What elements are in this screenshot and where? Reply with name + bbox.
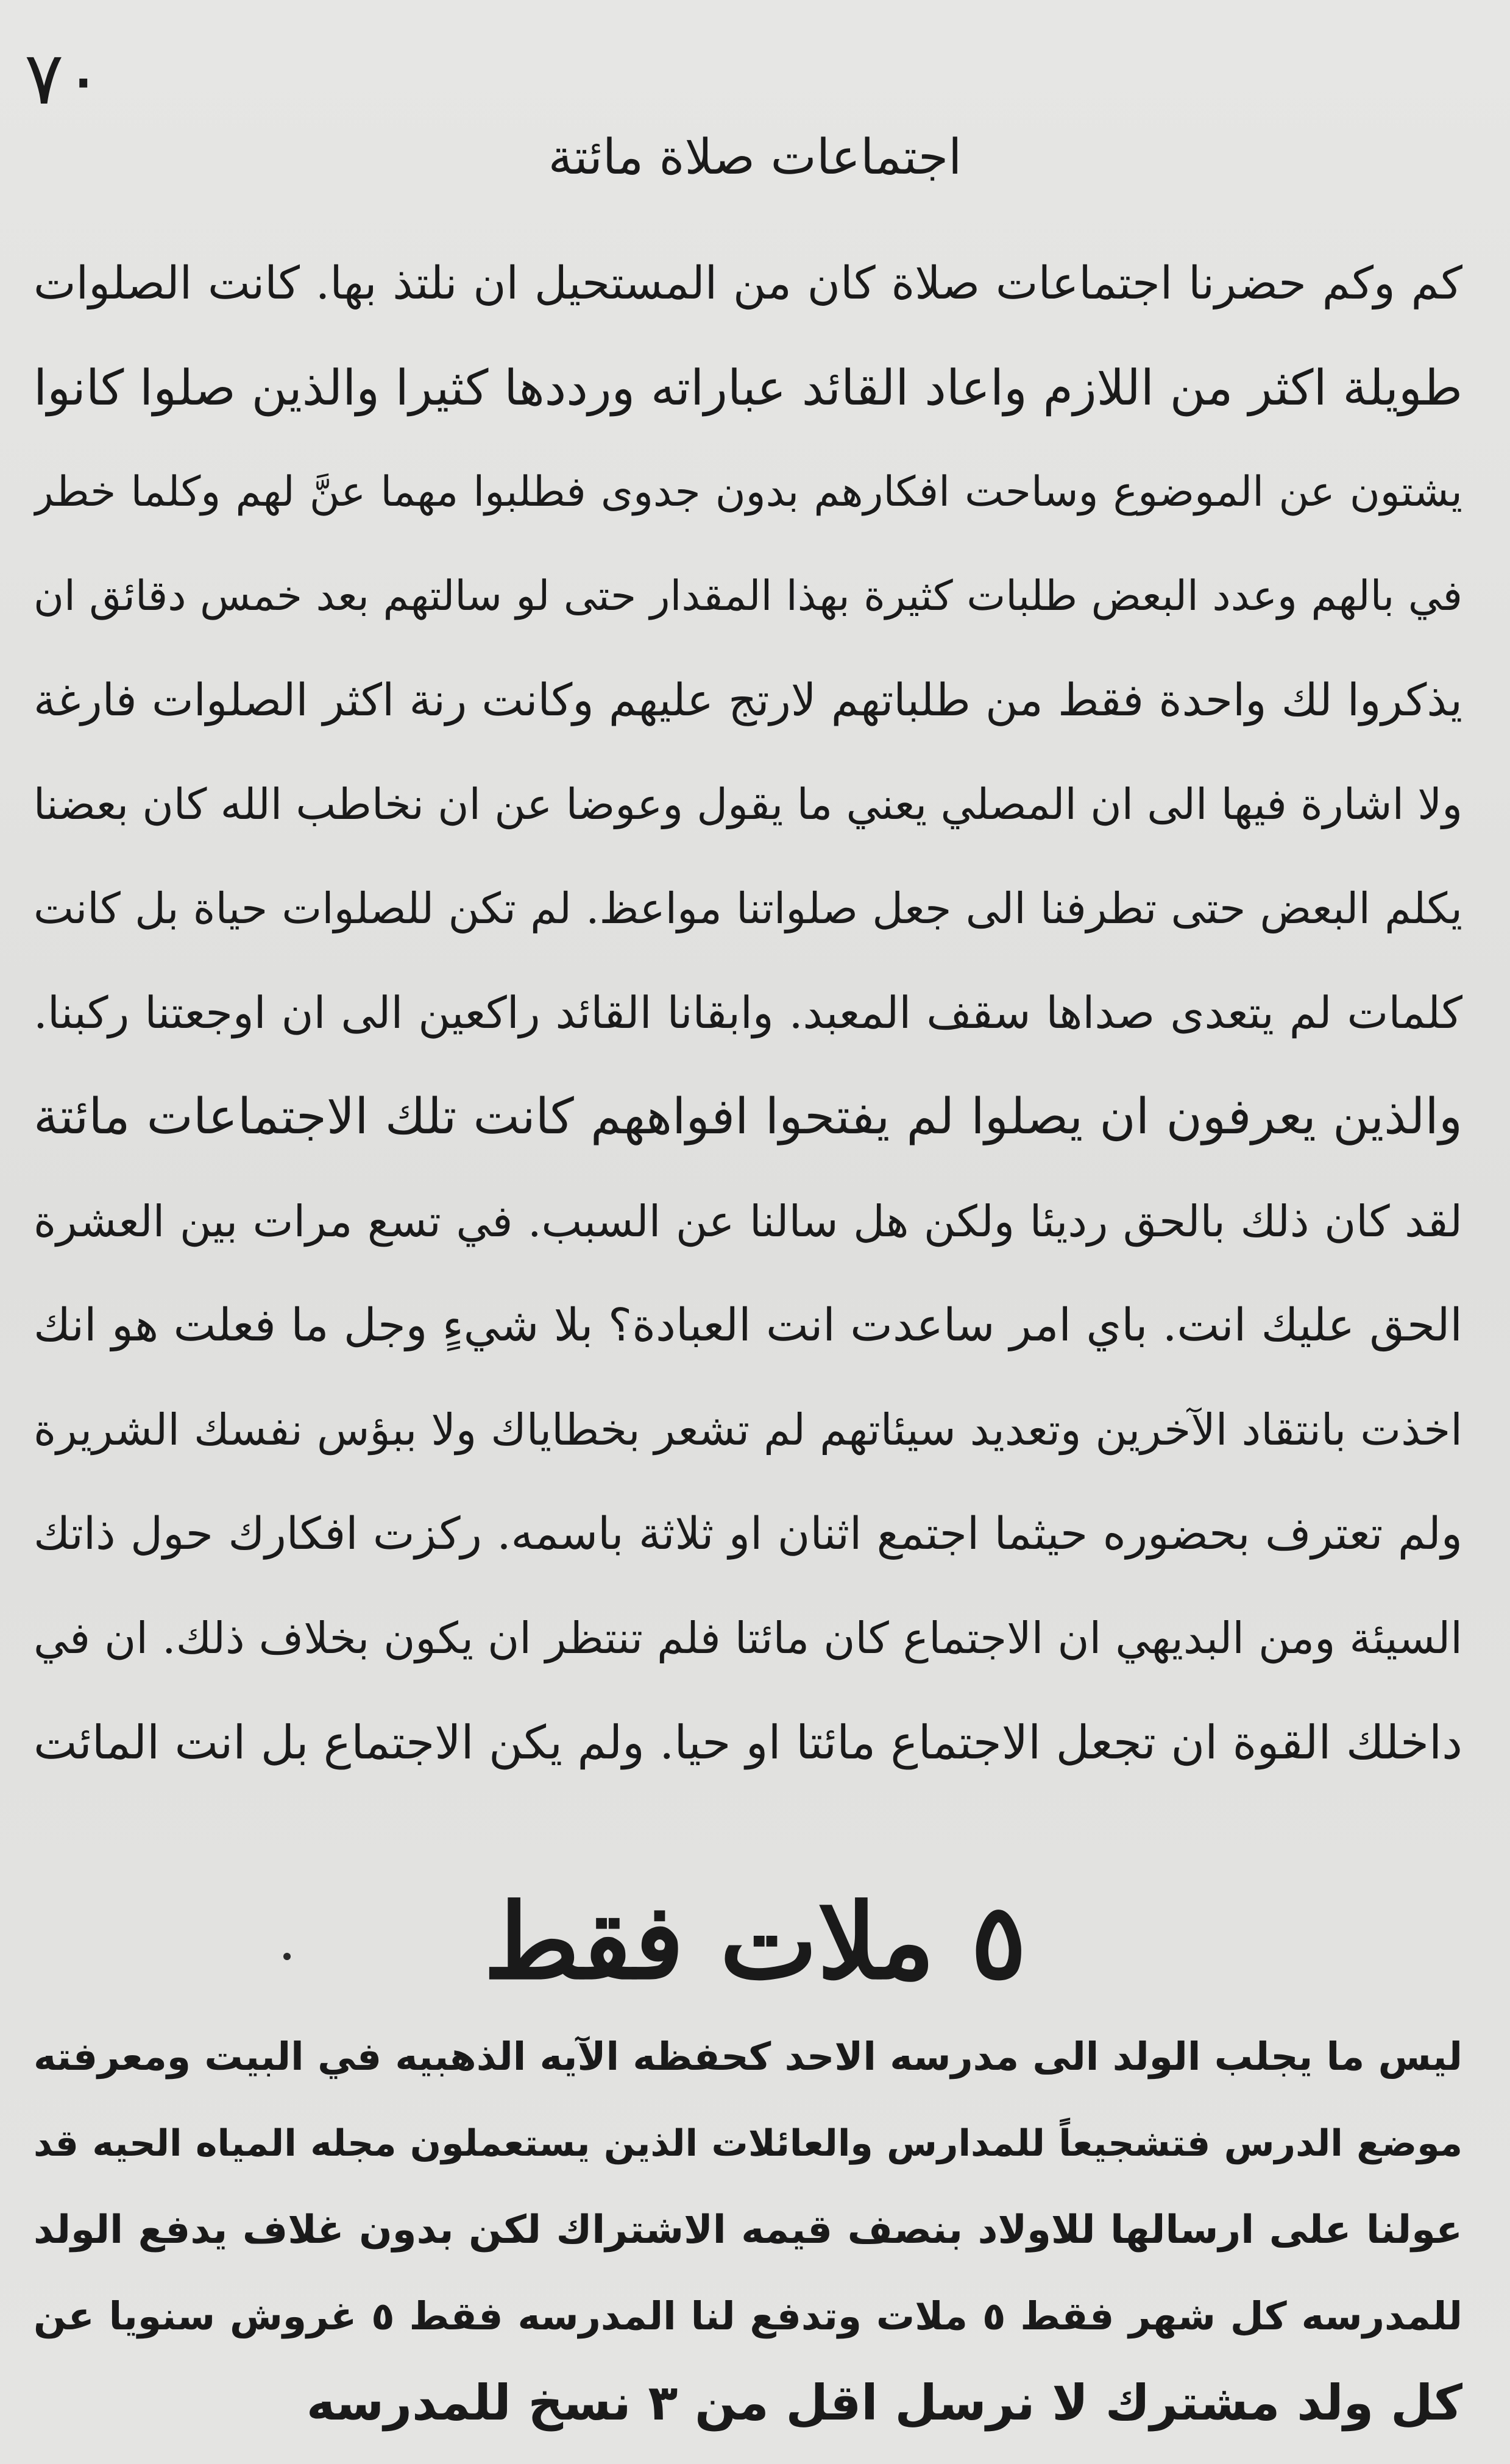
- notice-line: كل ولد مشترك لا نرسل اقل من ٣ نسخ للمدرسه: [306, 2374, 1462, 2431]
- article-line: لقد كان ذلك بالحق رديئا ولكن هل سالنا عن السبب. في تسع مرات بين العشرة: [34, 1196, 1462, 1247]
- article-line: السيئة ومن البديهي ان الاجتماع كان مائتا فلم تنتظر ان يكون بخلاف ذلك. ان في: [34, 1613, 1462, 1663]
- article-line: يشتون عن الموضوع وساحت افكارهم بدون جدوى فطلبوا مهما عنَّ لهم وكلما خطر: [34, 468, 1462, 516]
- article-line: الحق عليك انت. باي امر ساعدت انت العبادة؟ بلا شيءٍ وجل ما فعلت هو انك: [34, 1299, 1462, 1351]
- article-line: يكلم البعض حتى تطرفنا الى جعل صلواتنا مواعظ. لم تكن للصلوات حياة بل كانت: [34, 883, 1462, 933]
- notice-line: موضع الدرس فتشجيعاً للمدارس والعائلات الذين يستعملون مجله المياه الحيه قد: [34, 2122, 1462, 2165]
- notice-line: للمدرسه كل شهر فقط ٥ ملات وتدفع لنا المدرسه فقط ٥ غروش سنويا عن: [34, 2294, 1462, 2338]
- article-line: داخلك القوة ان تجعل الاجتماع مائتا او حيا. ولم يكن الاجتماع بل انت المائت: [34, 1715, 1462, 1769]
- article-line: طويلة اكثر من اللازم واعاد القائد عباراته ورددها كثيرا والذين صلوا كانوا: [34, 359, 1462, 416]
- article-line: في بالهم وعدد البعض طلبات كثيرة بهذا المقدار حتى لو سالتهم بعد خمس دقائق ان: [34, 572, 1462, 620]
- article-line: كم وكم حضرنا اجتماعات صلاة كان من المستحيل ان نلتذ بها. كانت الصلوات: [34, 257, 1462, 310]
- page-number: ٧٠: [24, 37, 103, 121]
- ink-speck: [283, 1953, 291, 1960]
- article-line: ولم تعترف بحضوره حيثما اجتمع اثنان او ثلاثة باسمه. ركزت افكارك حول ذاتك: [34, 1508, 1462, 1560]
- section-heading: اجتماعات صلاة مائتة: [548, 129, 962, 185]
- notice-heading: ٥ ملات فقط: [483, 1881, 1027, 2003]
- article-line: ولا اشارة فيها الى ان المصلي يعني ما يقول وعوضا عن ان نخاطب الله كان بعضنا: [34, 779, 1462, 829]
- article-line: اخذت بانتقاد الآخرين وتعديد سيئاتهم لم تشعر بخطاياك ولا ببؤس نفسك الشريرة: [34, 1404, 1462, 1455]
- article-line: والذين يعرفون ان يصلوا لم يفتحوا افواههم كانت تلك الاجتماعات مائتة: [34, 1088, 1462, 1145]
- notice-line: عولنا على ارسالها للاولاد بنصف قيمه الاشتراك لكن بدون غلاف يدفع الولد: [34, 2207, 1462, 2253]
- notice-line: ليس ما يجلب الولد الى مدرسه الاحد كحفظه الآيه الذهبيه في البيت ومعرفته: [34, 2034, 1462, 2079]
- notice-body: [34, 2014, 1462, 2446]
- article-line: يذكروا لك واحدة فقط من طلباتهم لارتج عليهم وكانت رنة اكثر الصلوات فارغة: [34, 674, 1462, 726]
- article-line: كلمات لم يتعدى صداها سقف المعبد. وابقانا القائد راكعين الى ان اوجعتنا ركبنا.: [34, 987, 1462, 1038]
- article-body: [34, 232, 1462, 1794]
